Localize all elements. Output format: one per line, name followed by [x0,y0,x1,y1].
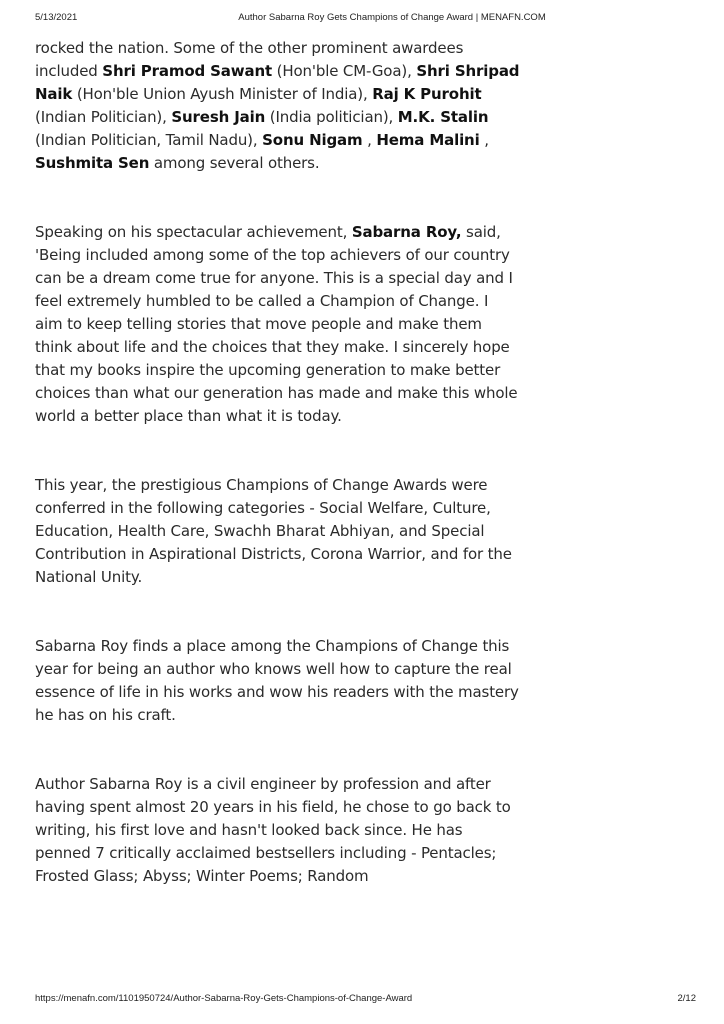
article-body [35,37,520,888]
text-run: (Hon'ble CM-Goa), [272,62,417,80]
text-run: (Hon'ble Union Ayush Minister of India), [72,85,373,103]
awardee-name: M.K. Stalin [397,108,489,126]
text-run: , [362,131,377,149]
awardee-name: Sushmita Sen [35,154,150,172]
paragraph-recognition: Sabarna Roy finds a place among the Champions of Change this year for being an author who knows well how to capture the real essence of life in his works and wow his readers with the mastery he has on his craft. [35,637,519,724]
paragraph-categories: This year, the prestigious Champions of Change Awards were conferred in the following categories - Social Welfare, Culture, Education, Health Care, Swachh Bharat Abhiyan, and Special Contribution in Aspirational Districts, Corona Warrior, and for the National Unity. [35,476,512,586]
text-run: (India politician), [265,108,398,126]
paragraph-spacer [35,428,520,474]
awardee-name: Raj K Purohit [372,85,482,103]
text-run: among several others. [149,154,320,172]
awardee-name: Hema Malini [376,131,480,149]
print-date: 5/13/2021 [35,12,78,23]
text-run: , [479,131,489,149]
awardee-name: Suresh Jain [171,108,266,126]
awardee-name: Sonu Nigam [262,131,363,149]
text-run: (Indian Politician, Tamil Nadu), [35,131,263,149]
author-name: Sabarna Roy, [351,223,462,241]
text-run: (Indian Politician), [35,108,172,126]
awardee-name: Shri Shripad Naik [35,62,520,103]
paragraph-spacer [35,175,520,221]
awardee-name: Shri Pramod Sawant [102,62,273,80]
page-number: 2/12 [677,993,696,1004]
paragraph-spacer [35,589,520,635]
text-run: Speaking on his spectacular achievement, [35,223,352,241]
paragraph-awardees [35,37,520,175]
paragraph-biography: Author Sabarna Roy is a civil engineer by profession and after having spent almost 20 years in his field, he chose to go back to writing, his first love and hasn't looked back since. He has penned 7 critically acclaimed bestsellers including - Pentacles; Frosted Glass; Abyss; Winter Poems; Random [35,775,511,885]
print-page-title: Author Sabarna Roy Gets Champions of Change Award | MENAFN.COM [238,12,546,23]
text-run: said, 'Being included among some of the top achievers of our country can be a dream come true for anyone. This is a special day and I feel extremely humbled to be called a Champion of Change. I aim to keep telling stories that move people and make them think about life and the choices that they make. I sincerely hope that my books inspire the upcoming generation to make better choices than what our generation has made and make this whole world a better place than what it is today. [35,223,518,425]
paragraph-quote [35,221,520,428]
page-url: https://menafn.com/1101950724/Author-Sabarna-Roy-Gets-Champions-of-Change-Award [35,993,413,1004]
print-footer [0,993,724,1007]
text-run: rocked the nation. Some of the other prominent awardees included [35,39,464,80]
paragraph-spacer [35,727,520,773]
print-header [0,12,724,26]
